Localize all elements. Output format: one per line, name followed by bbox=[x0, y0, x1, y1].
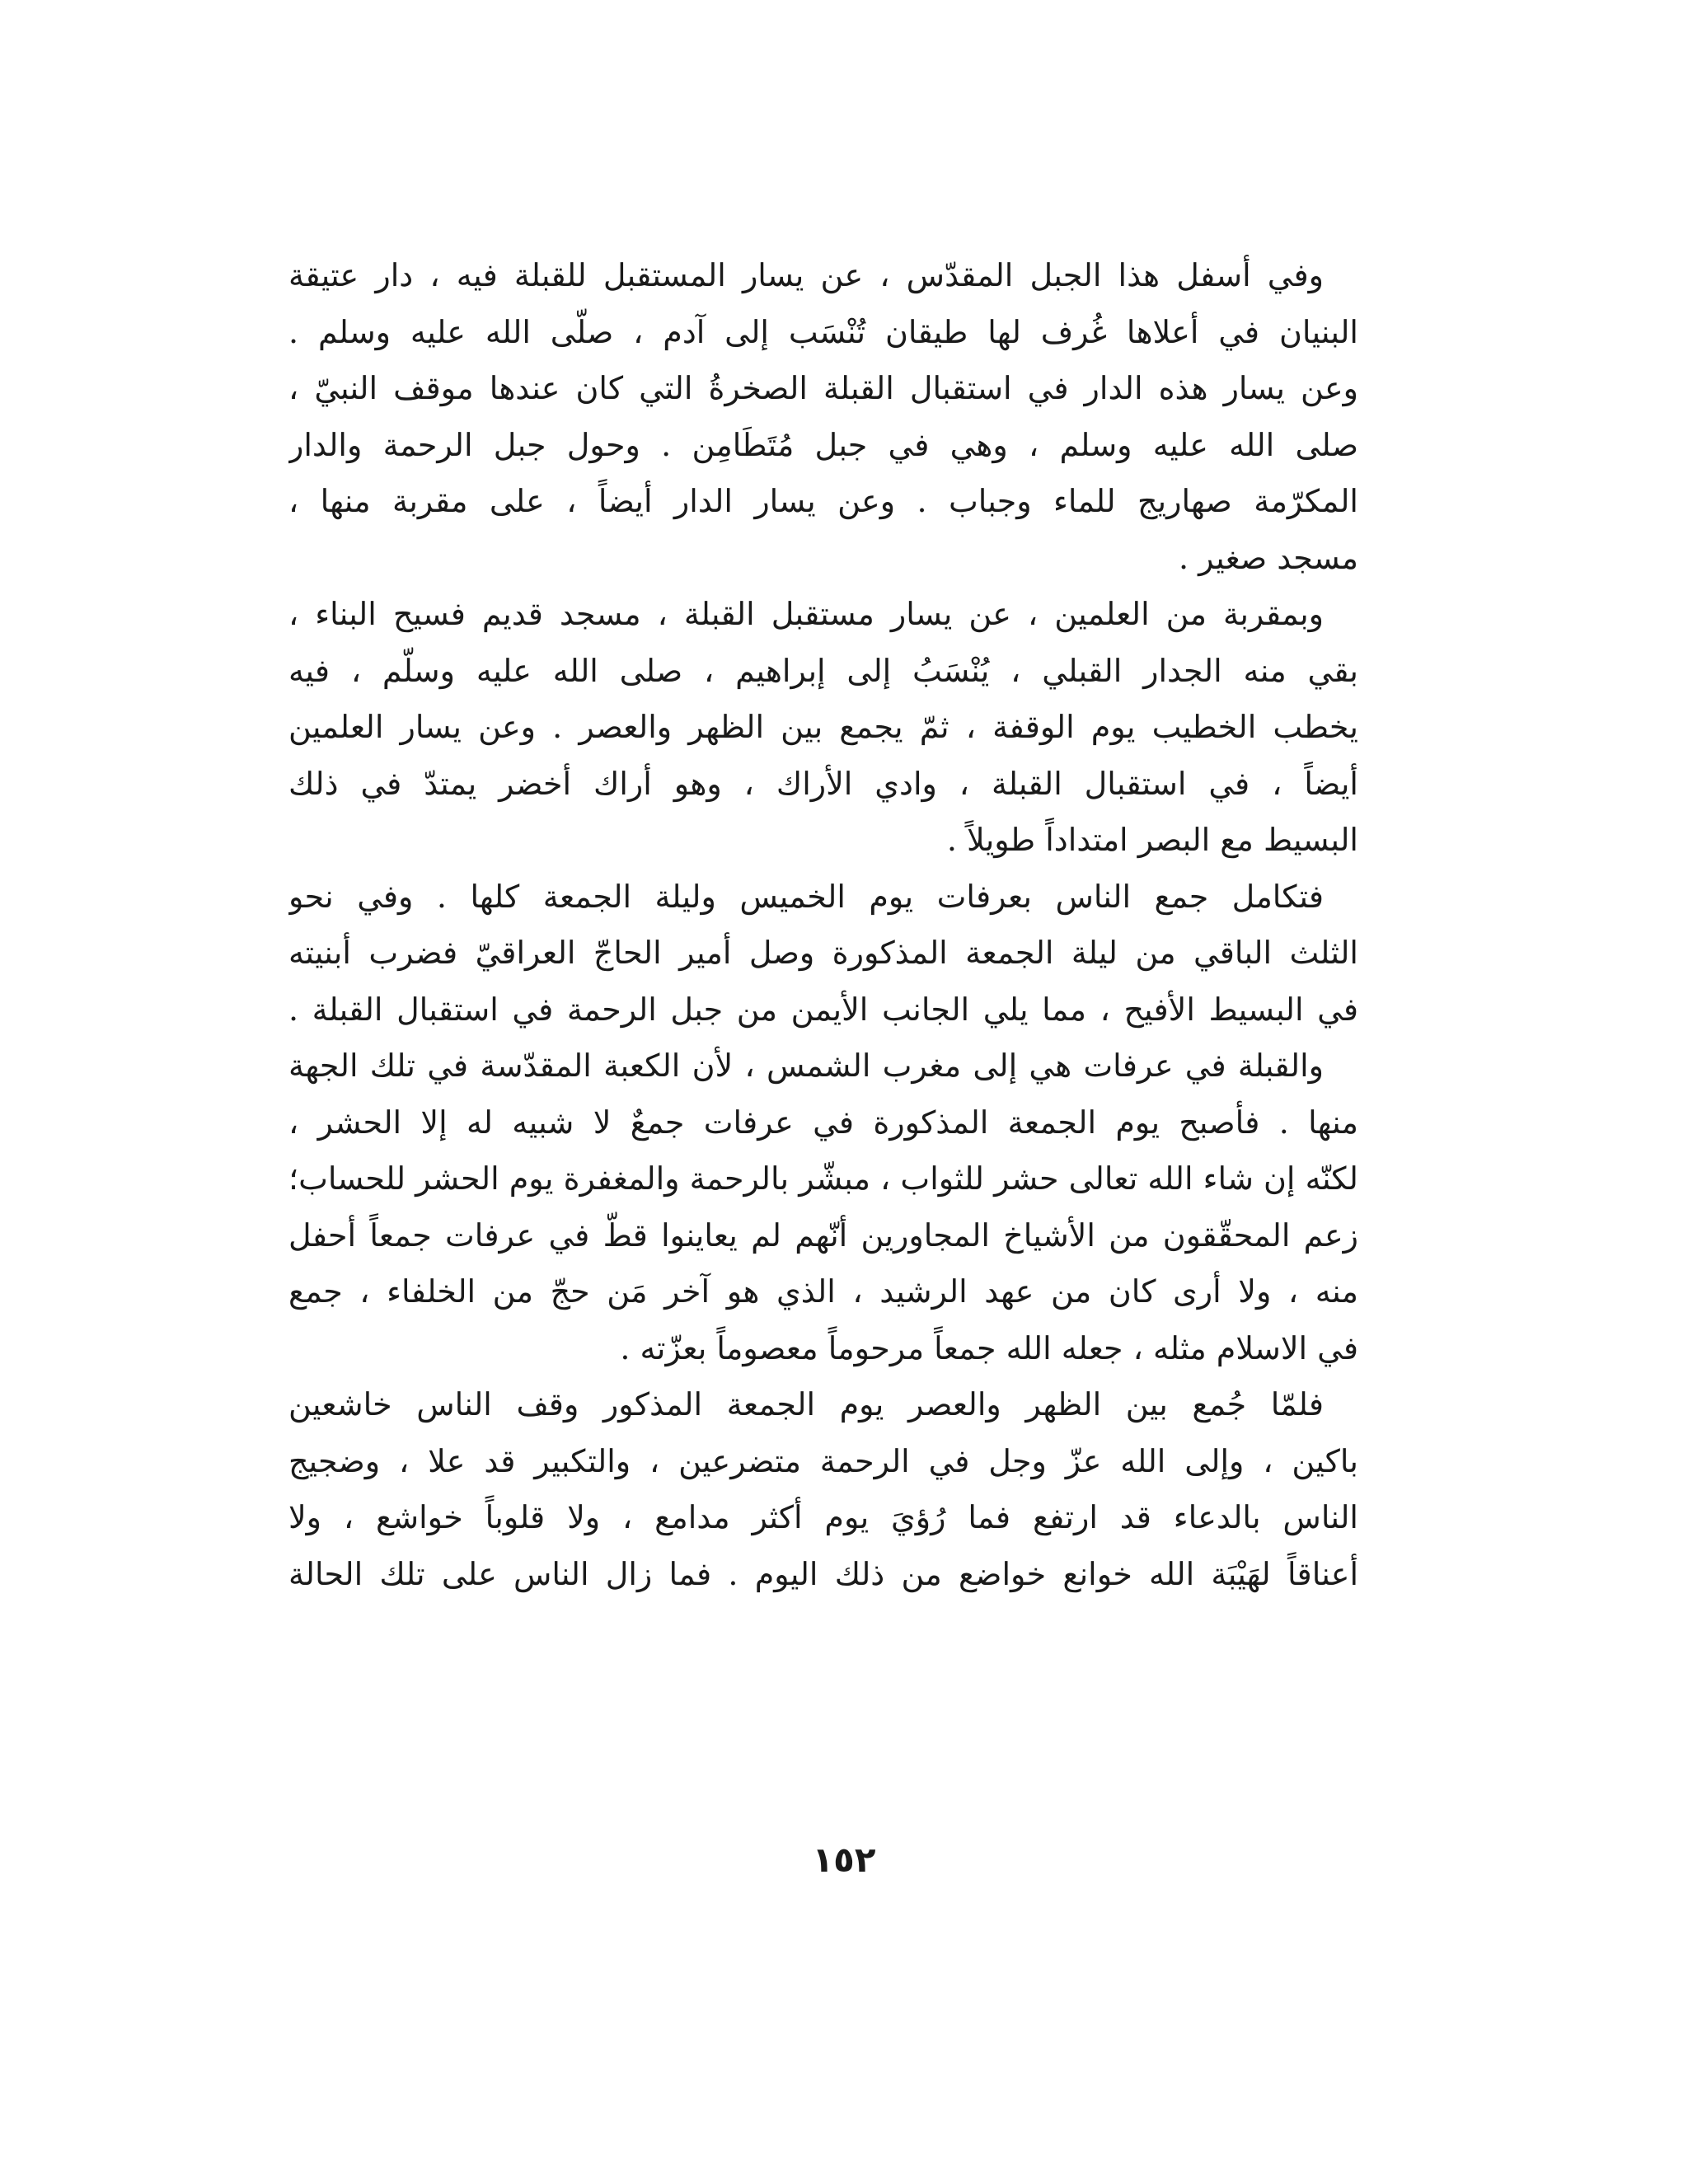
text-line: لكنّه إن شاء الله تعالى حشر للثواب ، مبشّر بالرحمة والمغفرة يوم الحشر للحساب؛ bbox=[288, 1160, 1358, 1197]
text-line: أعناقاً لهَيْبَة الله خوانع خواضع من ذلك اليوم . فما زال الناس على تلك الحالة bbox=[288, 1555, 1358, 1592]
text-line: وبمقربة من العلمين ، عن يسار مستقبل القبلة ، مسجد قديم فسيح البناء ، bbox=[288, 596, 1324, 632]
text-line: في الاسلام مثله ، جعله الله جمعاً مرحوماً معصوماً بعزّته . bbox=[620, 1329, 1358, 1366]
text-line: الناس بالدعاء قد ارتفع فما رُؤيَ يوم أكثر مدامع ، ولا قلوباً خواشع ، ولا bbox=[288, 1499, 1358, 1535]
paragraph-1 bbox=[288, 247, 1393, 586]
text-line: البسيط مع البصر امتداداً طويلاً . bbox=[946, 822, 1358, 858]
text-line: فلمّا جُمع بين الظهر والعصر يوم الجمعة المذكور وقف الناس خاشعين bbox=[288, 1386, 1324, 1422]
text-line: باكين ، وإلى الله عزّ وجل في الرحمة متضرعين ، والتكبير قد علا ، وضجيج bbox=[288, 1442, 1358, 1479]
text-line: المكرّمة صهاريج للماء وجباب . وعن يسار الدار أيضاً ، على مقربة منها ، bbox=[288, 483, 1358, 519]
text-line: أيضاً ، في استقبال القبلة ، وادي الأراك ، وهو أراك أخضر يمتدّ في ذلك bbox=[288, 765, 1358, 802]
page-number: ١٥٢ bbox=[812, 1840, 876, 1880]
text-line: وعن يسار هذه الدار في استقبال القبلة الصخرةُ التي كان عندها موقف النبيّ ، bbox=[288, 370, 1358, 406]
text-line: منها . فأصبح يوم الجمعة المذكورة في عرفات جمعٌ لا شبيه له إلا الحشر ، bbox=[288, 1104, 1358, 1141]
text-line: زعم المحقّقون من الأشياخ المجاورين أنّهم لم يعاينوا قطّ في عرفات جمعاً أحفل bbox=[288, 1216, 1358, 1254]
text-line: وفي أسفل هذا الجبل المقدّس ، عن يسار المستقبل للقبلة فيه ، دار عتيقة bbox=[288, 257, 1324, 293]
text-line: الثلث الباقي من ليلة الجمعة المذكورة وصل أمير الحاجّ العراقيّ فضرب أبنيته bbox=[288, 935, 1358, 971]
text-line: بقي منه الجدار القبلي ، يُنْسَبُ إلى إبراهيم ، صلى الله عليه وسلّم ، فيه bbox=[288, 652, 1358, 689]
paragraph-3 bbox=[288, 869, 1393, 1038]
text-line: البنيان في أعلاها غُرف لها طيقان تُنْسَب إلى آدم ، صلّى الله عليه وسلم . bbox=[288, 313, 1358, 350]
text-line: في البسيط الأفيح ، مما يلي الجانب الأيمن من جبل الرحمة في استقبال القبلة . bbox=[288, 991, 1358, 1028]
text-line: صلى الله عليه وسلم ، وهي في جبل مُتَطَامِن . وحول جبل الرحمة والدار bbox=[288, 426, 1358, 463]
text-line: يخطب الخطيب يوم الوقفة ، ثمّ يجمع بين الظهر والعصر . وعن يسار العلمين bbox=[288, 709, 1358, 745]
paragraph-4 bbox=[288, 1038, 1393, 1376]
text-line: منه ، ولا أرى كان من عهد الرشيد ، الذي هو آخر مَن حجّ من الخلفاء ، جمع bbox=[288, 1273, 1358, 1310]
paragraph-2 bbox=[288, 586, 1393, 869]
page-body-text bbox=[288, 247, 1393, 1602]
text-line: مسجد صغير . bbox=[1179, 539, 1358, 576]
paragraph-5 bbox=[288, 1376, 1393, 1602]
text-line: والقبلة في عرفات هي إلى مغرب الشمس ، لأن الكعبة المقدّسة في تلك الجهة bbox=[288, 1047, 1324, 1084]
text-line: فتكامل جمع الناس بعرفات يوم الخميس وليلة الجمعة كلها . وفي نحو bbox=[288, 878, 1324, 915]
